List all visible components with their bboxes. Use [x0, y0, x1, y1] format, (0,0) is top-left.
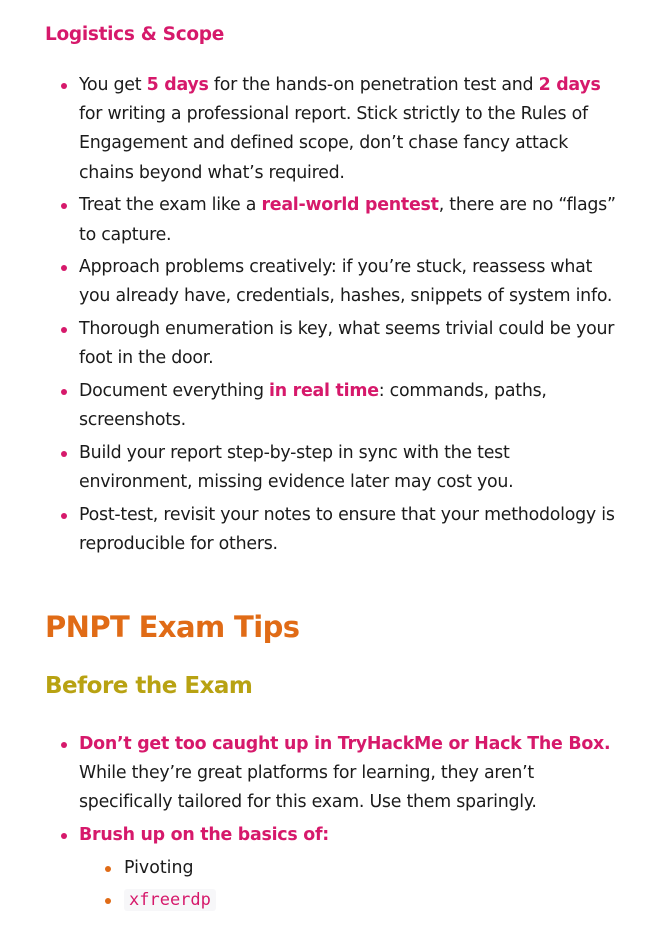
exam-tips-heading: PNPT Exam Tips [45, 610, 300, 644]
list-item: Approach problems creatively: if you’re stuck, reassess what you already have, credentials, hashes, snippets of system info. [60, 253, 620, 311]
list-item: Thorough enumeration is key, what seems trivial could be your foot in the door. [60, 315, 620, 373]
list-item: Build your report step-by-step in sync with the test environment, missing evidence later may cost you. [60, 439, 620, 497]
list-item: Brush up on the basics of: [60, 821, 620, 850]
list-item: Pivoting [105, 852, 505, 884]
logistics-heading: Logistics & Scope [45, 24, 224, 45]
list-item: Treat the exam like a real-world pentest, there are no “flags” to capture. [60, 191, 620, 249]
before-exam-heading: Before the Exam [45, 673, 253, 699]
list-item: Post-test, revisit your notes to ensure that your methodology is reproducible for others. [60, 501, 620, 559]
list-item: You get 5 days for the hands-on penetration test and 2 days for writing a professional report. Stick strictly to the Rules of Engagement and defined scope, don’t chase fancy attack chains beyond what’s required. [60, 71, 620, 188]
list-item [105, 884, 505, 916]
basics-sublist [105, 852, 505, 916]
list-item: Document everything in real time: commands, paths, screenshots. [60, 377, 620, 435]
logistics-list [60, 71, 620, 559]
list-item: Don’t get too caught up in TryHackMe or Hack The Box. While they’re great platforms for learning, they aren’t specifically tailored for this exam. Use them sparingly. [60, 730, 620, 818]
inline-code: xfreerdp [124, 889, 216, 911]
tips-list [60, 730, 620, 850]
